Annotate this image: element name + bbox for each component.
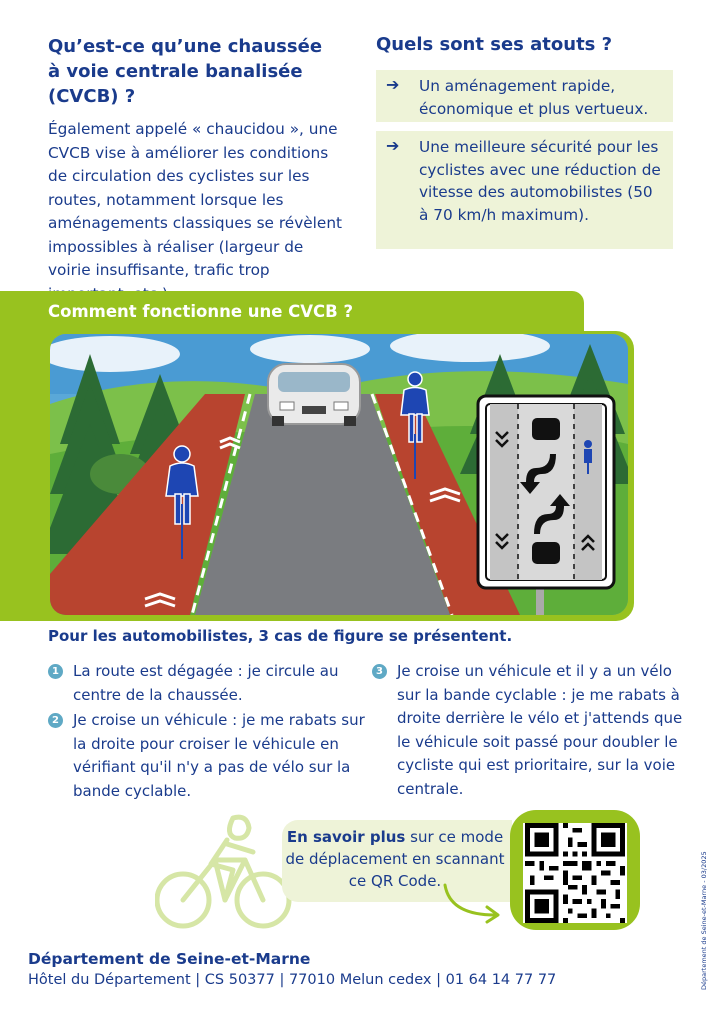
number-badge: 2: [48, 713, 63, 728]
road-scene-image: [50, 334, 628, 615]
section-title: Comment fonctionne une CVCB ?: [48, 302, 354, 321]
case-text: Je croise un véhicule et il y a un vélo sur la bande cyclable : je me rabats à droite derrière le vélo et j'attends que le véhicule soit passé pour doubler le cycliste qui est prioritaire, sur la voie centrale.: [397, 662, 683, 798]
case-text: La route est dégagée : je circule au centre de la chaussée.: [73, 662, 339, 704]
case-item: [372, 660, 692, 801]
case-text: Je croise un véhicule : je me rabats sur la droite pour croiser le véhicule en vérifiant qu'il n'y a pas de vélo sur la bande cyclable.: [73, 711, 365, 800]
atout-text: Un aménagement rapide, économique et plus vertueux.: [419, 77, 649, 118]
atout-text: Une meilleure sécurité pour les cyclistes avec une réduction de vitesse des automobilistes (50 à 70 km/h maximum).: [419, 138, 661, 224]
side-credit: [700, 840, 710, 1000]
car-illustration: [268, 364, 360, 426]
intro-title: Qu’est-ce qu’une chaussée à voie centrale banalisée (CVCB) ?: [48, 36, 323, 107]
atout-item: [376, 70, 673, 122]
number-badge: 1: [48, 664, 63, 679]
arrow-right-icon: ➔: [386, 77, 400, 94]
side-credit-text: Département de Seine-et-Marne - 03/2025: [700, 851, 708, 990]
cyclist-outline-icon: [155, 800, 295, 935]
number-badge: 3: [372, 664, 387, 679]
case-item: [48, 660, 368, 707]
info-text-rest: sur ce mode de déplacement en scannant ce QR Code.: [285, 828, 505, 890]
atout-item: [376, 131, 673, 249]
road-illustration: [50, 334, 628, 615]
case-item: [48, 709, 368, 803]
footer-address: Hôtel du Département | CS 50377 | 77010 Melun cedex | 01 64 14 77 77: [28, 972, 557, 988]
intro-text: Également appelé « chaucidou », une CVCB vise à améliorer les conditions de circulation des cyclistes sur les routes, notamment lorsque les aménagements classiques se révèlent impossibles à réaliser (largeur de voirie insuffisante, trafic trop: [48, 120, 343, 279]
curved-arrow-icon: [440, 880, 510, 925]
footer-organisation: Département de Seine-et-Marne: [28, 950, 311, 968]
arrow-right-icon: ➔: [386, 138, 400, 155]
info-text-bold: En savoir plus: [286, 828, 406, 846]
qr-code[interactable]: [523, 823, 627, 923]
road-sign-illustration: [478, 396, 614, 615]
cases-title: Pour les automobilistes, 3 cas de figure se présentent.: [48, 627, 513, 645]
atouts-title: Quels sont ses atouts ?: [376, 34, 613, 55]
